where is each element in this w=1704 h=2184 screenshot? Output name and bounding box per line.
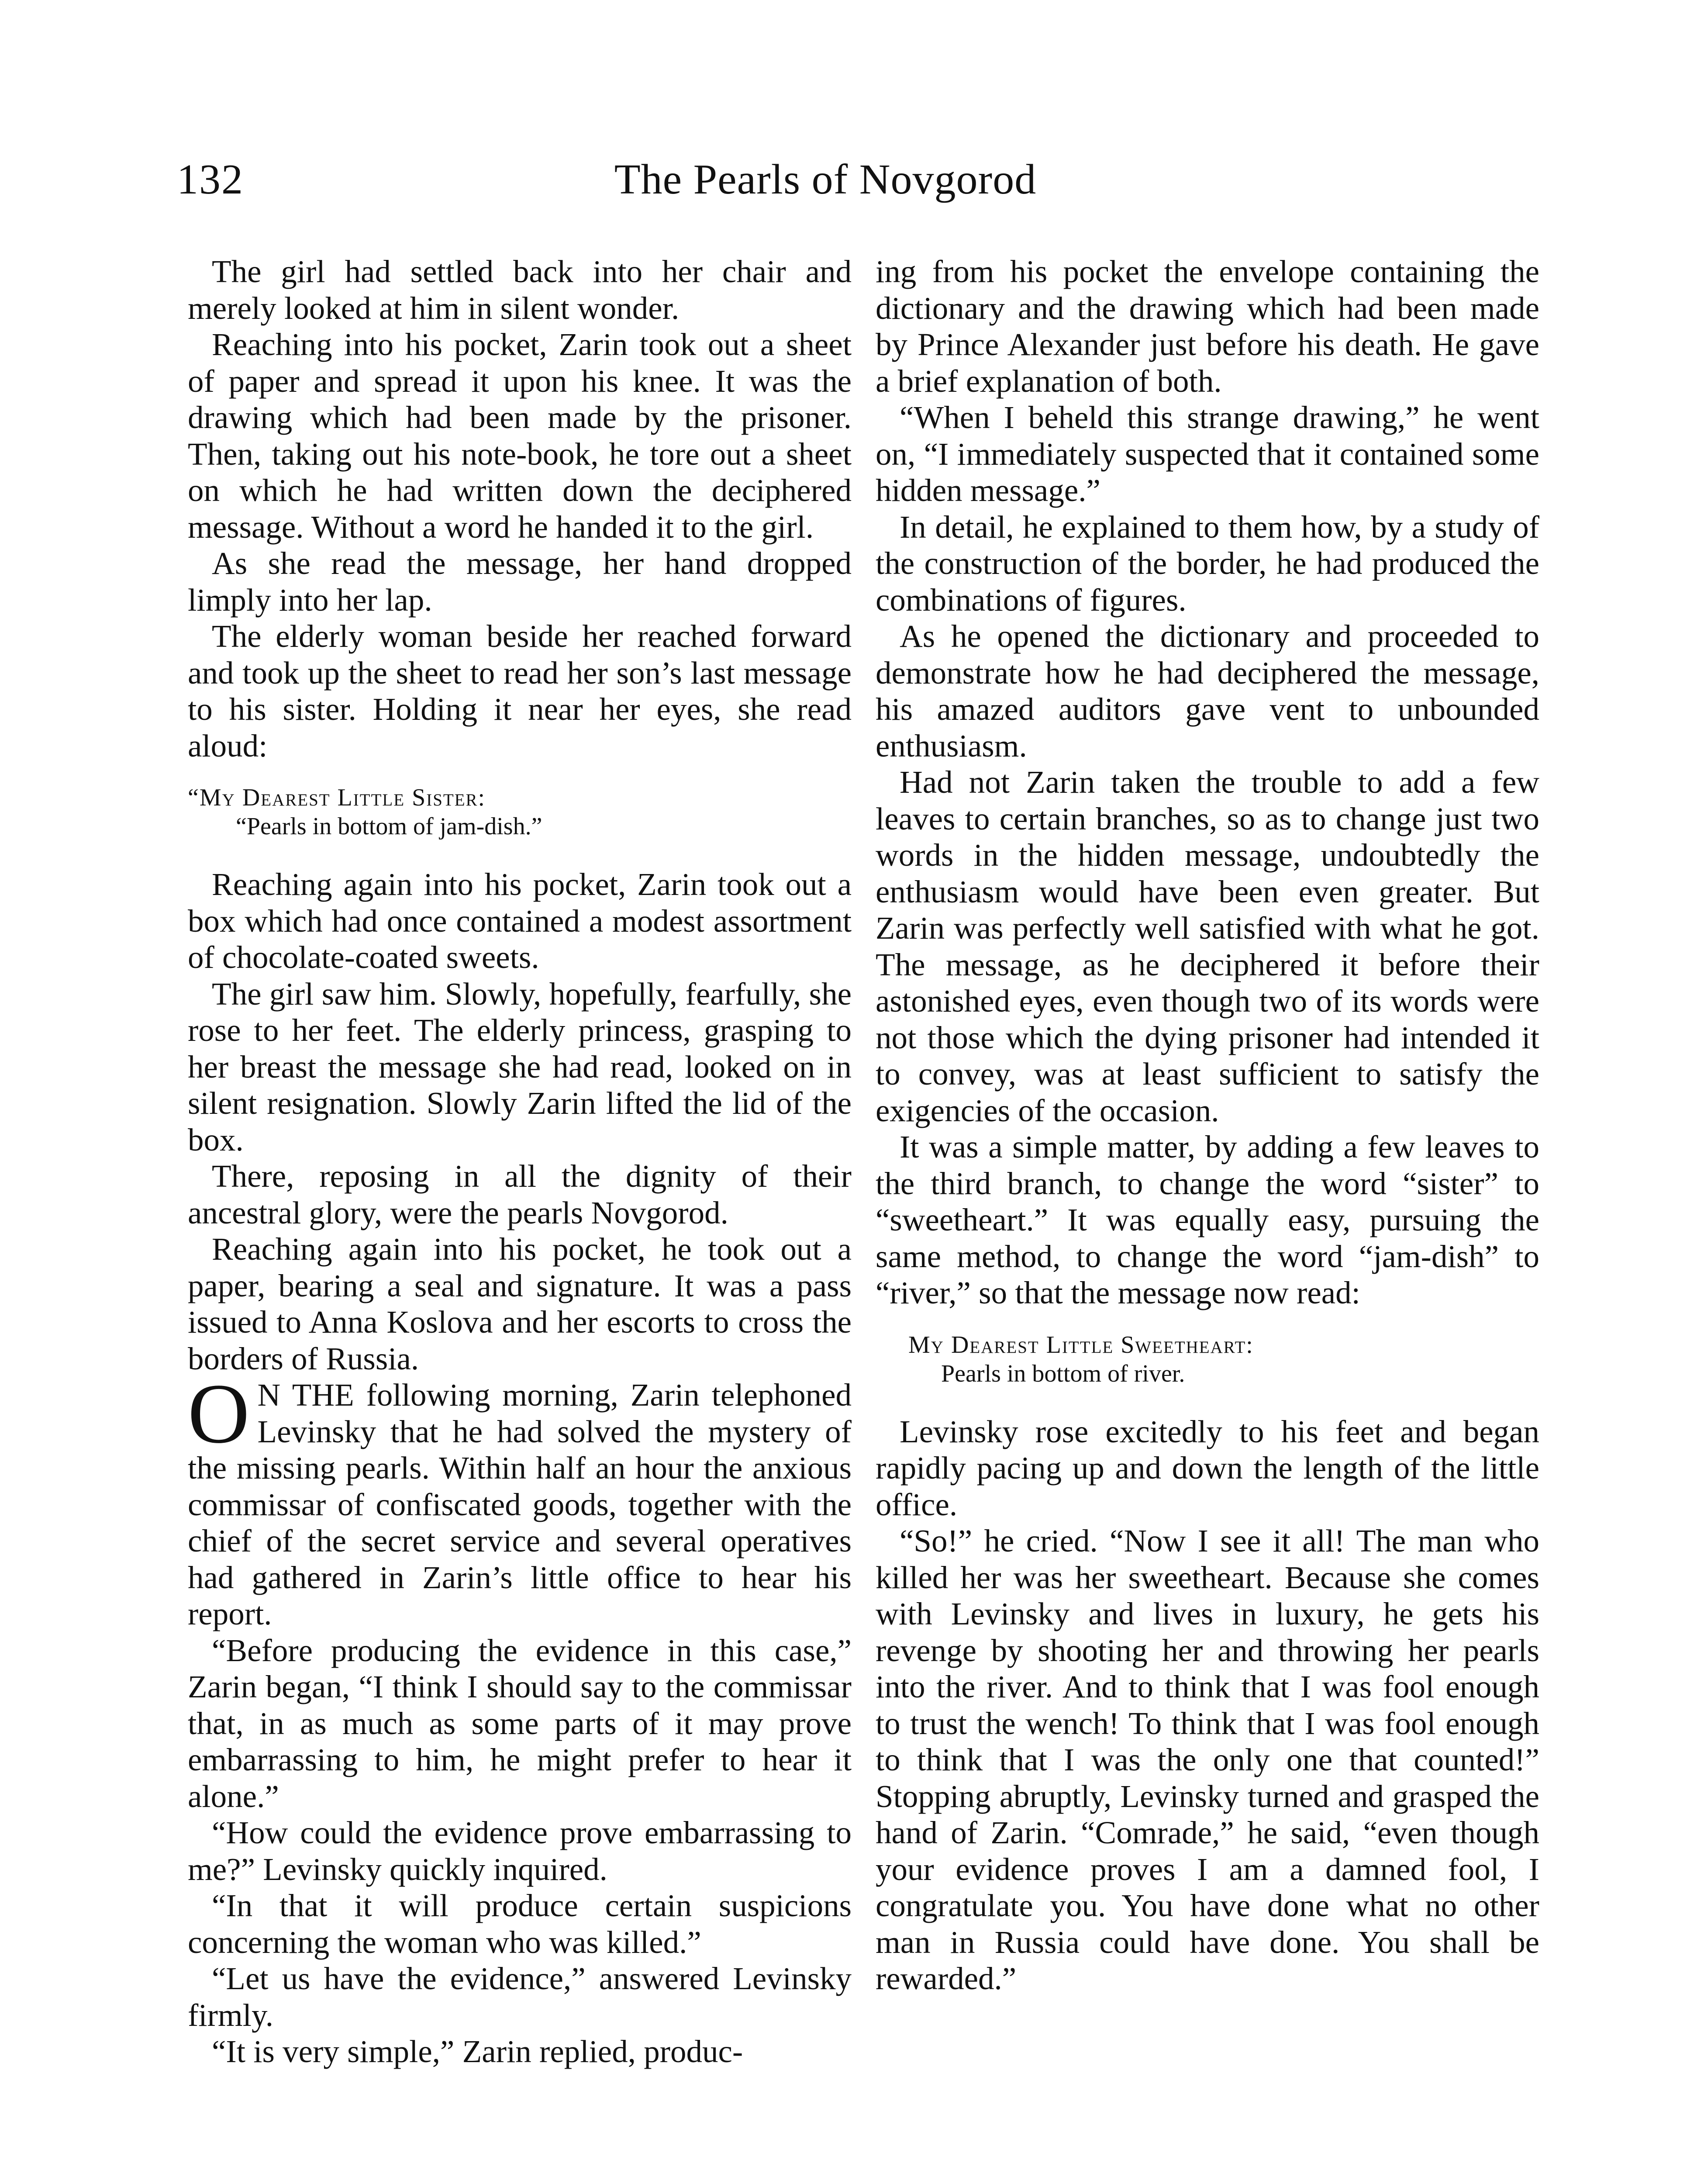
paragraph: It was a simple matter, by adding a few leaves to the third branch, to change the word “sister” to “sweetheart.” It was equally easy, pursuing the same method, to change the word “jam-dish” to “river,” so that the message now read:: [876, 1129, 1539, 1310]
paragraph: “So!” he cried. “Now I see it all! The man who killed her was her sweetheart. Because she comes with Levinsky and lives in luxury, he gets his revenge by shooting her and throwing her pearls into the river. And to think that I was fool enough to trust the wench! To think that I was fool enough to think that I was the only one that counted!” Stopping abruptly, Levinsky turned and grasped the hand of Zarin. “Comrade,” he said, “even though your evidence proves I am a damned fool, I congratulate you. You have done what no other man in Russia could have done. You shall be rewarded.”: [876, 1523, 1539, 1996]
paragraph: Reaching again into his pocket, Zarin took out a box which had once contained a modest assortment of chocolate-coated sweets.: [188, 867, 852, 975]
drop-cap: O: [188, 1366, 250, 1461]
paragraph: Reaching into his pocket, Zarin took out a sheet of paper and spread it upon his knee. It was the drawing which had been made by the prisoner. Then, taking out his note-book, he tore out a sheet on which he had written down the deciphered message. Without a word he handed it to the girl.: [188, 327, 852, 545]
quoted-message: [188, 783, 852, 841]
quote-body: “Pearls in bottom of jam-dish.”: [236, 813, 542, 840]
paragraph: “In that it will produce certain suspicions concerning the woman who was killed.”: [188, 1888, 852, 1960]
quote-salutation: My Dearest Little Sweetheart:: [908, 1331, 1254, 1358]
section-opening-paragraph: [188, 1366, 852, 1632]
quote-salutation: “My Dearest Little Sister:: [188, 784, 486, 811]
paragraph: As he opened the dictionary and proceeded to demonstrate how he had deciphered the message, his amazed auditors gave vent to unbounded enthusiasm.: [876, 619, 1539, 764]
paragraph: “It is very simple,” Zarin replied, produc-: [212, 2034, 743, 2069]
right-column: [876, 253, 1539, 1997]
paragraph: Levinsky rose excitedly to his feet and began rapidly pacing up and down the length of the little office.: [876, 1413, 1539, 1522]
paragraph: As she read the message, her hand dropped limply into her lap.: [188, 546, 852, 618]
paragraph: In detail, he explained to them how, by a study of the construction of the border, he had produced the combinations of figures.: [876, 509, 1539, 618]
paragraph: “When I beheld this strange drawing,” he went on, “I immediately suspected that it contained some hidden message.”: [876, 400, 1539, 508]
paragraph: “Before producing the evidence in this case,” Zarin began, “I think I should say to the commissar that, in as much as some parts of it may prove embarrassing to him, he might prefer to hear it alone.”: [188, 1632, 852, 1814]
left-column: [188, 253, 852, 2070]
paragraph: The girl had settled back into her chair and merely looked at him in silent wonder.: [188, 254, 852, 326]
section-opening-text: N THE following morning, Zarin telephoned Levinsky that he had solved the mystery of the missing pearls. Within half an hour the anxious commissar of confiscated goods, together with the chief of the secret service and several operatives had gathered in Zarin’s little office to hear his report.: [188, 1377, 852, 1631]
running-head-title: The Pearls of Novgorod: [614, 156, 1037, 203]
paragraph: Reaching again into his pocket, he took out a paper, bearing a seal and signature. It was a pass issued to Anna Koslova and her escorts to cross the borders of Russia.: [188, 1231, 852, 1376]
paragraph: The girl saw him. Slowly, hopefully, fearfully, she rose to her feet. The elderly princess, grasping to her breast the message she had read, looked on in silent resignation. Slowly Zarin lifted the lid of the box.: [188, 976, 852, 1158]
paragraph: Had not Zarin taken the trouble to add a few leaves to certain branches, so as to change just two words in the hidden message, undoubtedly the enthusiasm would have been even greater. But Zarin was perfectly well satisfied with what he got. The message, as he deciphered it before their astonished eyes, even though two of its words were not those which the dying prisoner had intended it to convey, was at least sufficient to satisfy the exigencies of the occasion.: [876, 764, 1539, 1128]
quoted-message: [876, 1330, 1539, 1388]
paragraph: “Let us have the evidence,” answered Levinsky firmly.: [188, 1961, 852, 2033]
page-number: 132: [177, 156, 244, 203]
paragraph: “How could the evidence prove embarrassing to me?” Levinsky quickly inquired.: [188, 1815, 852, 1887]
quote-body: Pearls in bottom of river.: [941, 1360, 1185, 1387]
paragraph: There, reposing in all the dignity of their ancestral glory, were the pearls Novgorod.: [188, 1158, 852, 1230]
continued-paragraph: ing from his pocket the envelope containing the dictionary and the drawing which had been made by Prince Alexander just before his death. He gave a brief explanation of both.: [876, 254, 1539, 399]
paragraph: The elderly woman beside her reached forward and took up the sheet to read her son’s last message to his sister. Holding it near her eyes, she read aloud:: [188, 619, 852, 764]
